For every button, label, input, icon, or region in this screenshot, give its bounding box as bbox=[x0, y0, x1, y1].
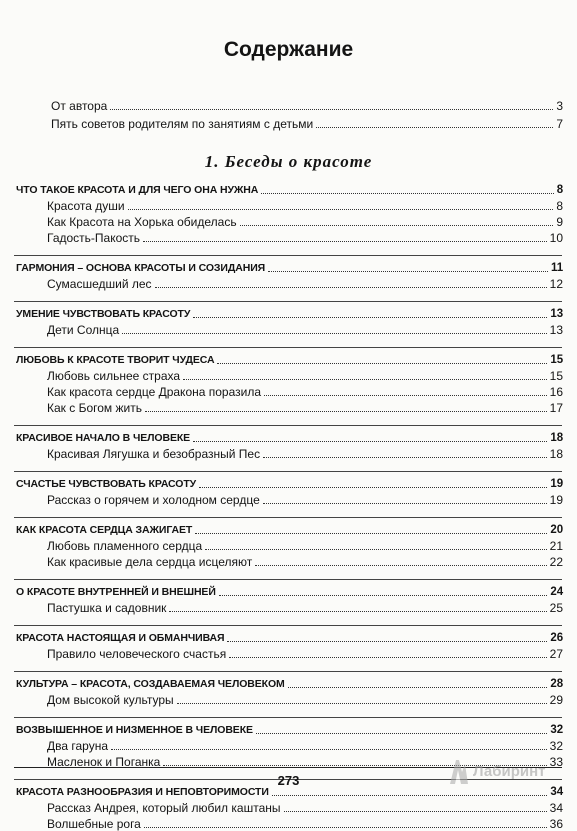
page-number: 273 bbox=[277, 773, 300, 788]
dot-leader bbox=[284, 811, 547, 812]
chapter-entry-page: 13 bbox=[550, 308, 563, 320]
story-entry-page: 13 bbox=[549, 323, 563, 337]
story-entry-label: Пастушка и садовник bbox=[47, 601, 167, 615]
dot-leader bbox=[144, 827, 547, 828]
chapter-separator bbox=[14, 717, 562, 718]
story-entry-label: Красота души bbox=[47, 199, 125, 213]
chapter-entry-page: 28 bbox=[550, 678, 563, 690]
dot-leader bbox=[263, 457, 547, 458]
chapter-entry-label: УМЕНИЕ ЧУВСТВОВАТЬ КРАСОТУ bbox=[16, 308, 191, 320]
intro-entry-page: 3 bbox=[556, 99, 563, 113]
story-entry-label: Рассказ Андрея, который любил каштаны bbox=[47, 801, 281, 815]
dot-leader bbox=[205, 549, 546, 550]
story-entry-page: 36 bbox=[549, 817, 563, 831]
dot-leader bbox=[143, 241, 547, 242]
dot-leader bbox=[183, 379, 547, 380]
chapter-entry bbox=[16, 723, 563, 737]
story-entry bbox=[47, 369, 563, 383]
chapter-separator bbox=[14, 671, 562, 672]
chapter-entry bbox=[16, 477, 563, 491]
chapter-separator bbox=[14, 301, 562, 302]
story-entry-page: 17 bbox=[549, 401, 563, 415]
chapter-entry-page: 15 bbox=[550, 354, 563, 366]
labyrinth-logo-icon bbox=[448, 756, 470, 786]
chapter-separator bbox=[14, 347, 562, 348]
story-entry-page: 19 bbox=[549, 493, 563, 507]
story-entry bbox=[47, 493, 563, 507]
story-entry-page: 25 bbox=[549, 601, 563, 615]
story-entry bbox=[47, 647, 563, 661]
dot-leader bbox=[128, 209, 554, 210]
intro-entry-label: От автора bbox=[51, 99, 108, 113]
chapter-entry bbox=[16, 353, 563, 367]
story-entry bbox=[47, 215, 563, 229]
dot-leader bbox=[110, 109, 553, 110]
story-entry-label: Правило человеческого счастья bbox=[47, 647, 227, 661]
dot-leader bbox=[288, 687, 548, 688]
chapter-entry-page: 8 bbox=[556, 184, 563, 196]
story-entry-label: Красивая Лягушка и безобразный Пес bbox=[47, 447, 261, 461]
dot-leader bbox=[261, 193, 553, 194]
story-entry bbox=[47, 555, 563, 569]
intro-entry-label: Пять советов родителям по занятиям с детьми bbox=[51, 117, 314, 131]
chapter-entry-label: КАК КРАСОТА СЕРДЦА ЗАЖИГАЕТ bbox=[16, 524, 193, 536]
story-entry bbox=[47, 539, 563, 553]
chapter-separator bbox=[14, 255, 562, 256]
dot-leader bbox=[169, 611, 546, 612]
story-entry bbox=[47, 277, 563, 291]
chapter-entry-page: 18 bbox=[550, 432, 563, 444]
story-entry bbox=[47, 231, 563, 245]
watermark bbox=[448, 756, 546, 786]
story-entry bbox=[47, 739, 563, 753]
story-entry-label: Дети Солнца bbox=[47, 323, 120, 337]
chapter-entry-label: ЧТО ТАКОЕ КРАСОТА И ДЛЯ ЧЕГО ОНА НУЖНА bbox=[16, 184, 259, 196]
story-entry-page: 29 bbox=[549, 693, 563, 707]
dot-leader bbox=[264, 395, 547, 396]
story-entry-page: 33 bbox=[549, 755, 563, 769]
story-entry bbox=[47, 323, 563, 337]
story-entry-label: Как Красота на Хорька обиделась bbox=[47, 215, 237, 229]
story-entry bbox=[47, 385, 563, 399]
story-entry-label: Гадость-Пакость bbox=[47, 231, 141, 245]
story-entry-label: Любовь сильнее страха bbox=[47, 369, 181, 383]
story-entry-page: 16 bbox=[549, 385, 563, 399]
story-entry bbox=[47, 601, 563, 615]
chapter-entry bbox=[16, 631, 563, 645]
intro-entry bbox=[51, 117, 563, 131]
chapter-entry-label: ЛЮБОВЬ К КРАСОТЕ ТВОРИТ ЧУДЕСА bbox=[16, 354, 215, 366]
dot-leader bbox=[263, 503, 547, 504]
story-entry bbox=[47, 447, 563, 461]
story-entry-label: Как красивые дела сердца исцеляют bbox=[47, 555, 253, 569]
story-entry-page: 22 bbox=[549, 555, 563, 569]
dot-leader bbox=[199, 487, 547, 488]
chapter-entry-label: ГАРМОНИЯ – ОСНОВА КРАСОТЫ И СОЗИДАНИЯ bbox=[16, 262, 266, 274]
dot-leader bbox=[256, 733, 547, 734]
dot-leader bbox=[193, 441, 547, 442]
chapter-entry-label: О КРАСОТЕ ВНУТРЕННЕЙ И ВНЕШНЕЙ bbox=[16, 586, 216, 598]
story-entry-page: 18 bbox=[549, 447, 563, 461]
dot-leader bbox=[268, 271, 548, 272]
chapter-entry-page: 32 bbox=[550, 724, 563, 736]
chapter-entry bbox=[16, 307, 563, 321]
story-entry bbox=[47, 693, 563, 707]
dot-leader bbox=[217, 363, 547, 364]
page-title: Содержание bbox=[223, 38, 354, 61]
story-entry-label: Дом высокой культуры bbox=[47, 693, 174, 707]
dot-leader bbox=[193, 317, 547, 318]
story-entry-label: Масленок и Поганка bbox=[47, 755, 161, 769]
dot-leader bbox=[195, 533, 547, 534]
story-entry-page: 9 bbox=[556, 215, 563, 229]
dot-leader bbox=[255, 565, 546, 566]
story-entry-page: 34 bbox=[549, 801, 563, 815]
dot-leader bbox=[240, 225, 554, 226]
story-entry-label: Рассказ о горячем и холодном сердце bbox=[47, 493, 260, 507]
section-title: 1. Беседы о красоте bbox=[204, 152, 373, 171]
story-entry-page: 8 bbox=[556, 199, 563, 213]
intro-entry-page: 7 bbox=[556, 117, 563, 131]
chapter-entry-label: ВОЗВЫШЕННОЕ И НИЗМЕННОЕ В ЧЕЛОВЕКЕ bbox=[16, 724, 253, 736]
chapter-separator bbox=[14, 425, 562, 426]
chapter-entry bbox=[16, 183, 563, 197]
dot-leader bbox=[272, 795, 548, 796]
chapter-entry bbox=[16, 677, 563, 691]
dot-leader bbox=[155, 287, 547, 288]
dot-leader bbox=[316, 127, 553, 128]
chapter-entry-label: КРАСИВОЕ НАЧАЛО В ЧЕЛОВЕКЕ bbox=[16, 432, 191, 444]
chapter-entry-page: 11 bbox=[551, 262, 563, 274]
chapter-entry-page: 34 bbox=[550, 786, 563, 798]
chapter-entry-label: КРАСОТА РАЗНООБРАЗИЯ И НЕПОВТОРИМОСТИ bbox=[16, 786, 269, 798]
chapter-entry-page: 24 bbox=[550, 586, 563, 598]
chapter-separator bbox=[14, 517, 562, 518]
story-entry bbox=[47, 401, 563, 415]
story-entry-page: 12 bbox=[549, 277, 563, 291]
intro-entry bbox=[51, 99, 563, 113]
story-entry-page: 10 bbox=[549, 231, 563, 245]
dot-leader bbox=[227, 641, 547, 642]
chapter-entry-page: 20 bbox=[550, 524, 563, 536]
story-entry-label: Как красота сердце Дракона поразила bbox=[47, 385, 262, 399]
chapter-entry bbox=[16, 431, 563, 445]
dot-leader bbox=[122, 333, 546, 334]
story-entry bbox=[47, 199, 563, 213]
story-entry-label: Как с Богом жить bbox=[47, 401, 142, 415]
dot-leader bbox=[145, 411, 547, 412]
story-entry-page: 15 bbox=[549, 369, 563, 383]
dot-leader bbox=[229, 657, 546, 658]
story-entry bbox=[47, 801, 563, 815]
watermark-text: Лабиринт bbox=[473, 762, 546, 780]
story-entry bbox=[47, 817, 563, 831]
story-entry-label: Сумасшедший лес bbox=[47, 277, 152, 291]
chapter-separator bbox=[14, 625, 562, 626]
dot-leader bbox=[219, 595, 548, 596]
chapter-separator bbox=[14, 471, 562, 472]
chapter-entry-label: СЧАСТЬЕ ЧУВСТВОВАТЬ КРАСОТУ bbox=[16, 478, 197, 490]
chapter-separator bbox=[14, 579, 562, 580]
story-entry-page: 21 bbox=[549, 539, 563, 553]
chapter-entry-label: КУЛЬТУРА – КРАСОТА, СОЗДАВАЕМАЯ ЧЕЛОВЕКОМ bbox=[16, 678, 285, 690]
chapter-entry-page: 26 bbox=[550, 632, 563, 644]
story-entry-label: Два гаруна bbox=[47, 739, 109, 753]
story-entry-page: 32 bbox=[549, 739, 563, 753]
chapter-entry-label: КРАСОТА НАСТОЯЩАЯ И ОБМАНЧИВАЯ bbox=[16, 632, 225, 644]
dot-leader bbox=[111, 749, 547, 750]
chapter-entry bbox=[16, 261, 563, 275]
dot-leader bbox=[177, 703, 547, 704]
chapter-entry-page: 19 bbox=[550, 478, 563, 490]
story-entry-page: 27 bbox=[549, 647, 563, 661]
chapter-entry bbox=[16, 523, 563, 537]
chapter-entry bbox=[16, 585, 563, 599]
story-entry-label: Любовь пламенного сердца bbox=[47, 539, 203, 553]
story-entry-label: Волшебные рога bbox=[47, 817, 141, 831]
